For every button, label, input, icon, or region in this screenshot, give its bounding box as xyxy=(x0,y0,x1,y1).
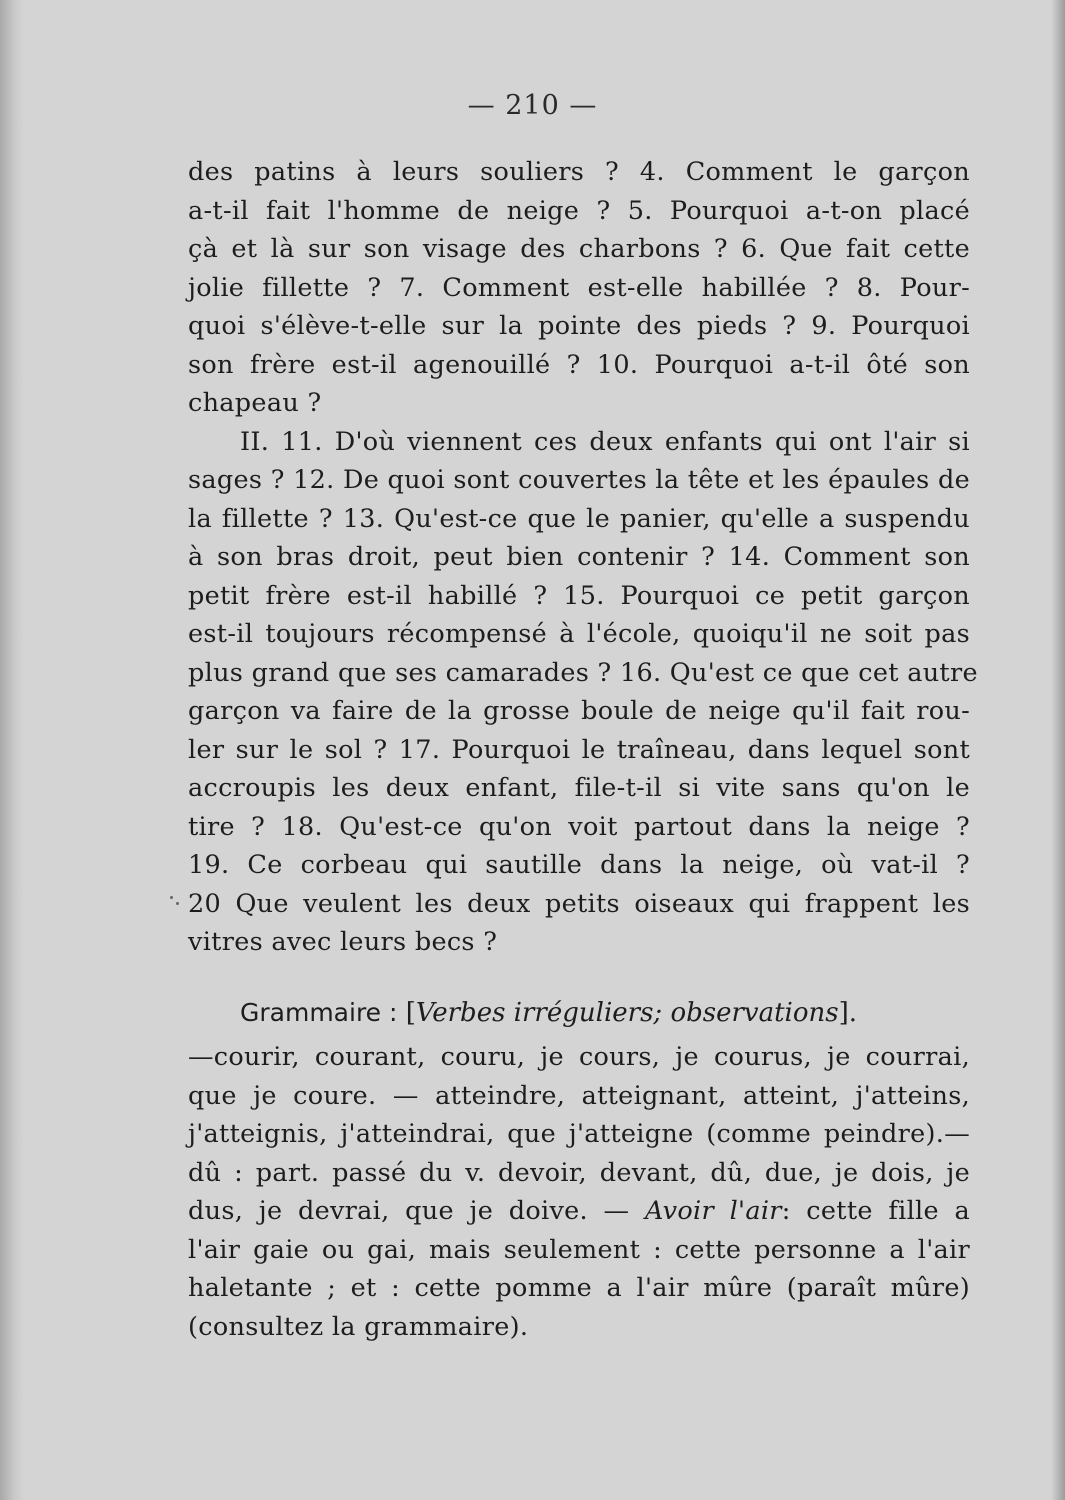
text-line: 20 Que veulent les deux petits oiseaux qui frappent les xyxy=(188,888,970,919)
ink-speck xyxy=(176,902,179,905)
open-bracket: [ xyxy=(405,998,416,1028)
page-edge-shadow xyxy=(1051,0,1065,1500)
text-line: vitres avec leurs becs ? xyxy=(188,927,498,957)
text-line: l'air gaie ou gai, mais seulement : cette personne a l'air xyxy=(188,1234,970,1265)
text-line: sages ? 12. De quoi sont couvertes la tête et les épaules de xyxy=(188,465,970,495)
text-line: plus grand que ses camarades ? 16. Qu'est ce que cet autre xyxy=(188,657,978,688)
grammar-heading xyxy=(240,993,857,1033)
page-number: — 210 — xyxy=(467,90,598,121)
grammar-text xyxy=(188,1038,970,1346)
text-line: que je coure. — atteindre, atteignant, atteint, j'atteins, xyxy=(188,1080,970,1111)
text-line: 19. Ce corbeau qui sautille dans la neige, où vat-il ? xyxy=(188,850,970,880)
italic-phrase: Avoir l'air xyxy=(644,1196,782,1226)
text-line: chapeau ? xyxy=(188,388,322,418)
text-line: jolie fillette ? 7. Comment est-elle habillée ? 8. Pour- xyxy=(188,272,970,303)
text-line: la fillette ? 13. Qu'est-ce que le panier, qu'elle a suspendu xyxy=(188,503,970,534)
grammar-label: Grammaire : xyxy=(240,998,398,1027)
text-line: ler sur le sol ? 17. Pourquoi le traîneau, dans lequel sont xyxy=(188,734,970,765)
questions-text xyxy=(188,153,978,962)
text-line: des patins à leurs souliers ? 4. Comment le garçon xyxy=(188,157,970,187)
close-bracket: ]. xyxy=(838,998,858,1028)
text-line: —courir, courant, couru, je cours, je courus, je courrai, xyxy=(188,1042,970,1072)
text-line: haletante ; et : cette pomme a l'air mûre (paraît mûre) xyxy=(188,1273,970,1303)
text-line: çà et là sur son visage des charbons ? 6. Que fait cette xyxy=(188,234,970,264)
text-line: petit frère est-il habillé ? 15. Pourquoi ce petit garçon xyxy=(188,580,970,611)
text-line: est-il toujours récompensé à l'école, quoiqu'il ne soit pas xyxy=(188,619,970,649)
text-line-with-italic xyxy=(188,1192,970,1231)
text-line: à son bras droit, peut bien contenir ? 14. Comment son xyxy=(188,542,970,572)
text-line: quoi s'élève-t-elle sur la pointe des pieds ? 9. Pourquoi xyxy=(188,311,970,341)
ink-speck xyxy=(170,896,173,899)
page-gutter-shadow xyxy=(0,0,24,1500)
line-part: dus, je devrai, que je doive. — xyxy=(188,1196,645,1226)
text-line: dû : part. passé du v. devoir, devant, dû, due, je dois, je xyxy=(188,1157,970,1188)
text-line: j'atteignis, j'atteindrai, que j'atteigne (comme peindre).— xyxy=(188,1119,970,1149)
line-part: : cette fille a xyxy=(781,1196,970,1226)
text-line: son frère est-il agenouillé ? 10. Pourquoi a-t-il ôté son xyxy=(188,349,970,380)
grammar-topic: Verbes irréguliers; observations xyxy=(415,998,839,1028)
text-line: (consultez la grammaire). xyxy=(188,1311,529,1342)
text-line-section-start: II. 11. D'où viennent ces deux enfants qui ont l'air si xyxy=(240,426,970,457)
text-line: garçon va faire de la grosse boule de neige qu'il fait rou- xyxy=(188,696,970,726)
text-line: a-t-il fait l'homme de neige ? 5. Pourquoi a-t-on placé xyxy=(188,195,970,226)
text-line: accroupis les deux enfant, file-t-il si vite sans qu'on le xyxy=(188,773,970,803)
text-line: tire ? 18. Qu'est-ce qu'on voit partout dans la neige ? xyxy=(188,811,970,842)
